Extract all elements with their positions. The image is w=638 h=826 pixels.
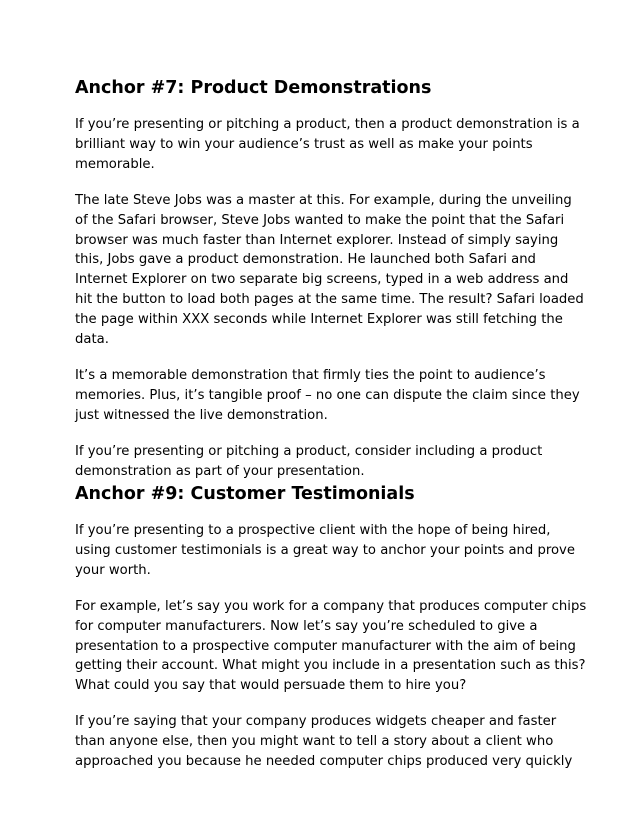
- text-line: for computer manufacturers. Now let’s say you’re scheduled to give a: [75, 618, 538, 634]
- text-line: approached you because he needed computer chips produced very quickly: [75, 754, 573, 770]
- text-line: than anyone else, then you might want to tell a story about a client who: [75, 734, 554, 750]
- paragraph: [75, 191, 584, 350]
- text-line: hit the button to load both pages at the same time. The result? Safari loaded: [75, 292, 584, 308]
- text-line: the page within XXX seconds while Internet Explorer was still fetching the: [75, 312, 563, 328]
- text-line: brilliant way to win your audience’s trust as well as make your points: [75, 136, 533, 152]
- section-product-demonstrations: [75, 77, 584, 498]
- paragraph: [75, 442, 575, 482]
- heading-title: Customer Testimonials: [190, 484, 415, 504]
- text-line: just witnessed the live demonstration.: [75, 407, 328, 423]
- paragraph: [75, 115, 580, 175]
- section-customer-testimonials: [75, 483, 587, 788]
- section-heading: [75, 483, 575, 505]
- heading-prefix: Anchor #7:: [75, 78, 191, 98]
- text-line: your worth.: [75, 562, 151, 578]
- paragraph: [75, 521, 575, 581]
- text-line: What could you say that would persuade them to hire you?: [75, 678, 467, 694]
- text-line: Internet Explorer on two separate big screens, typed in a web address and: [75, 272, 569, 288]
- text-line: getting their account. What might you include in a presentation such as this?: [75, 658, 586, 674]
- text-line: The late Steve Jobs was a master at this. For example, during the unveiling: [75, 192, 572, 208]
- text-line: this, Jobs gave a product demonstration. He launched both Safari and: [75, 252, 536, 268]
- text-line: presentation to a prospective computer manufacturer with the aim of being: [75, 638, 576, 654]
- text-line: It’s a memorable demonstration that firmly ties the point to audience’s: [75, 367, 546, 383]
- text-line: data.: [75, 332, 109, 348]
- section-heading: [75, 77, 575, 99]
- text-line: If you’re presenting to a prospective client with the hope of being hired,: [75, 523, 551, 538]
- text-line: memories. Plus, it’s tangible proof – no one can dispute the claim since they: [75, 387, 580, 403]
- heading-title: Product Demonstrations: [190, 78, 432, 98]
- text-line: If you’re saying that your company produces widgets cheaper and faster: [75, 714, 557, 730]
- paragraph: [75, 597, 587, 697]
- text-line: of the Safari browser, Steve Jobs wanted to make the point that the Safari: [75, 212, 565, 228]
- paragraph: [75, 366, 580, 426]
- text-line: If you’re presenting or pitching a product, then a product demonstration is a: [75, 117, 580, 132]
- heading-prefix: Anchor #9:: [75, 484, 191, 504]
- text-line: browser was much faster than Internet explorer. Instead of simply saying: [75, 232, 559, 248]
- text-line: If you’re presenting or pitching a product, consider including a product: [75, 443, 543, 459]
- text-line: memorable.: [75, 156, 155, 172]
- paragraph: [75, 712, 575, 772]
- text-line: using customer testimonials is a great way to anchor your points and prove: [75, 542, 575, 558]
- text-line: For example, let’s say you work for a company that produces computer chips: [75, 598, 587, 614]
- text-line: demonstration as part of your presentation.: [75, 463, 365, 479]
